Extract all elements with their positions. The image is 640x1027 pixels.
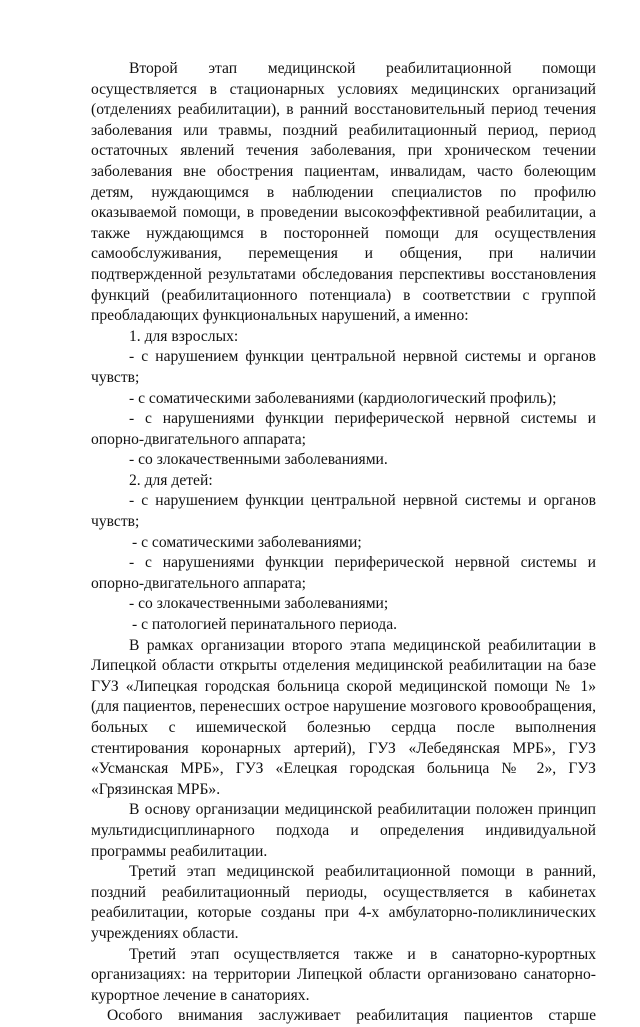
adults-item-cns: - с нарушением функции центральной нервной системы и органов чувств; — [91, 348, 596, 386]
adults-heading: 1. для взрослых: — [129, 327, 239, 345]
children-item-peripheral: - с нарушениями функции периферической нервной системы и опорно-двигательного аппарата; — [91, 554, 596, 592]
adults-item-somatic: - с соматическими заболеваниями (кардиологический профиль); — [129, 389, 557, 407]
paragraph-third-stage: Третий этап медицинской реабилитационной помощи в ранний, поздний реабилитационный периоды, осуществляется в кабинетах реабилитации, которые созданы при 4-х амбулаторно-поликлинических учреждениях области. — [91, 863, 596, 942]
children-heading: 2. для детей: — [129, 471, 213, 489]
paragraph-special-attention: Особого внимания заслуживает реабилитация пациентов старше — [107, 1007, 596, 1025]
children-item-somatic: - с соматическими заболеваниями; — [132, 533, 362, 551]
document-page — [91, 59, 596, 1027]
paragraph-lipetsk-departments: В рамках организации второго этапа медицинской реабилитации в Липецкой области открыты отделения медицинской реабилитации на базе ГУЗ «Липецкая городская больница скорой медицинской помощи № 1» (для пациентов, перенесших острое нарушение мозгового кровообращения, больных с ишемической болезнью сердца после выполнения стентирования коронарных артерий), ГУЗ «Лебедянская МРБ», ГУЗ «Усманская МРБ», ГУЗ «Елецкая городская больница № 2», ГУЗ «Грязинская МРБ». — [91, 636, 596, 798]
paragraph-sanatorium: Третий этап осуществляется также и в санаторно-курортных организациях: на территории Липецкой области организовано санаторно-курортное лечение в санаториях. — [91, 945, 596, 1004]
paragraph-multidisciplinary: В основу организации медицинской реабилитации положен принцип мультидисциплинарного подхода и определения индивидуальной программы реабилитации. — [91, 801, 596, 860]
children-item-cns: - с нарушением функции центральной нервной системы и органов чувств; — [91, 492, 596, 531]
adults-item-peripheral: - с нарушениями функции периферической нервной системы и опорно-двигательного аппарата; — [91, 410, 596, 448]
children-item-perinatal: - с патологией перинатального периода. — [132, 616, 398, 634]
children-item-oncology: - со злокачественными заболеваниями; — [129, 595, 389, 613]
adults-item-oncology: - со злокачественными заболеваниями. — [129, 451, 388, 469]
paragraph-second-stage: Второй этап медицинской реабилитационной помощи осуществляется в стационарных условиях медицинских организаций (отделениях реабилитации), в ранний восстановительный период течения заболевания или травмы, поздний реабилитационный период, период остаточных явлений течения заболевания, при хроническом течении заболевания вне обострения пациентам, инвалидам, часто болеющим детям, нуждающимся в наблюдении специалистов по профилю оказываемой помощи, в проведении высокоэффективной реабилитации, а также нуждающимся в посторонней помощи для осуществления самообслуживания, перемещения и общения, при наличии подтвержденной результатами обследования перспективы восстановления функций (реабилитационного потенциала) в соответствии с группой преобладающих функциональных нарушений, а именно: — [91, 60, 596, 325]
